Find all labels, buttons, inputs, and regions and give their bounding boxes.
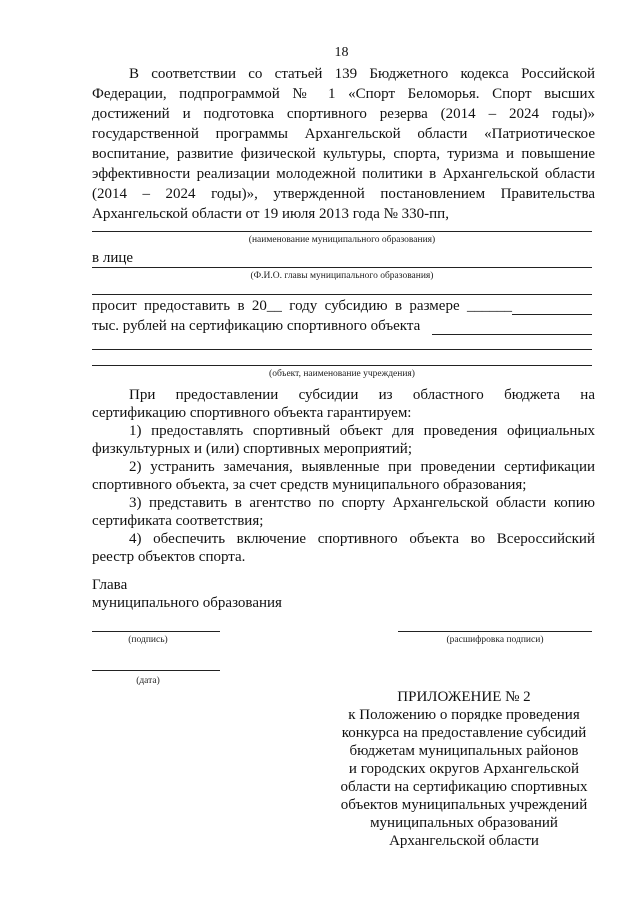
guarantee-item-cont: сертификата соответствия; — [92, 513, 264, 529]
head-name-blank-line — [92, 267, 592, 268]
decode-blank-line — [398, 631, 592, 632]
appendix-line: и городских округов Архангельской — [348, 761, 580, 777]
object-caption: (объект, наименование учреждения) — [269, 369, 415, 379]
appendix-line: конкурса на предоставление субсидий — [341, 725, 587, 741]
request-line-1: просит предоставить в 20__ году субсидию в размере ______ — [92, 298, 512, 314]
signature-caption: (подпись) — [128, 635, 168, 645]
decode-caption: (расшифровка подписи) — [446, 635, 544, 645]
guarantee-item-cont: спортивного объекта, за счет средств муниципального образования; — [92, 477, 527, 493]
appendix-line: области на сертификацию спортивных — [340, 779, 588, 795]
request-line-2: тыс. рублей на сертификацию спортивного объекта — [92, 318, 421, 334]
object-blank-line-2 — [92, 365, 592, 366]
appendix-line: Архангельской области — [389, 833, 539, 849]
guarantee-intro-line: сертификацию спортивного объекта гарантируем: — [92, 405, 412, 421]
sport-object-blank-line — [432, 334, 592, 335]
guarantee-item: 2) устранить замечания, выявленные при проведении сертификации — [129, 459, 595, 475]
represented-by-label: в лице — [92, 250, 134, 266]
intro-line: (2014 – 2024 годы)», утвержденной постановлением Правительства — [92, 186, 595, 202]
intro-line: Федерации, подпрограммой № 1 «Спорт Беломорья. Спорт высших — [92, 86, 595, 102]
date-caption: (дата) — [136, 676, 160, 686]
guarantee-item: 1) предоставлять спортивный объект для проведения официальных — [129, 423, 595, 439]
guarantee-item-cont: физкультурных и (или) спортивных мероприятий; — [92, 441, 413, 457]
appendix-heading: ПРИЛОЖЕНИЕ № 2 — [397, 689, 531, 705]
intro-line: В соответствии со статьей 139 Бюджетного кодекса Российской — [129, 66, 595, 82]
appendix-line: бюджетам муниципальных районов — [349, 743, 579, 759]
date-blank-line — [92, 670, 220, 671]
intro-line: эффективности реализации молодежной политики в Архангельской области — [92, 166, 595, 182]
amount-blank-line — [512, 314, 592, 315]
intro-line: воспитание, развитие физической культуры, спорта, туризма и повышение — [92, 146, 595, 162]
page-number: 18 — [334, 45, 349, 60]
guarantee-intro-line: При предоставлении субсидии из областного бюджета на — [129, 387, 595, 403]
municipality-blank-line — [92, 231, 592, 232]
signer-title: муниципального образования — [92, 595, 282, 611]
signer-title: Глава — [92, 577, 128, 593]
head-caption: (Ф.И.О. главы муниципального образования) — [250, 271, 434, 281]
intro-line: государственной программы Архангельской области «Патриотическое — [92, 126, 595, 142]
signature-blank-line — [92, 631, 220, 632]
appendix-line: муниципальных образований — [370, 815, 558, 831]
object-blank-line-1 — [92, 349, 592, 350]
guarantee-item-cont: реестр объектов спорта. — [92, 549, 246, 565]
extra-blank-line — [92, 294, 592, 295]
appendix-line: к Положению о порядке проведения — [348, 707, 580, 723]
guarantee-item: 4) обеспечить включение спортивного объекта во Всероссийский — [129, 531, 595, 547]
guarantee-item: 3) представить в агентство по спорту Архангельской области копию — [129, 495, 595, 511]
intro-line: достижений и подготовка спортивного резерва (2014 – 2024 годы)» — [92, 106, 595, 122]
appendix-line: объектов муниципальных учреждений — [340, 797, 588, 813]
municipality-caption: (наименование муниципального образования) — [248, 235, 436, 245]
intro-line: Архангельской области от 19 июля 2013 года № 330-пп, — [92, 206, 449, 222]
